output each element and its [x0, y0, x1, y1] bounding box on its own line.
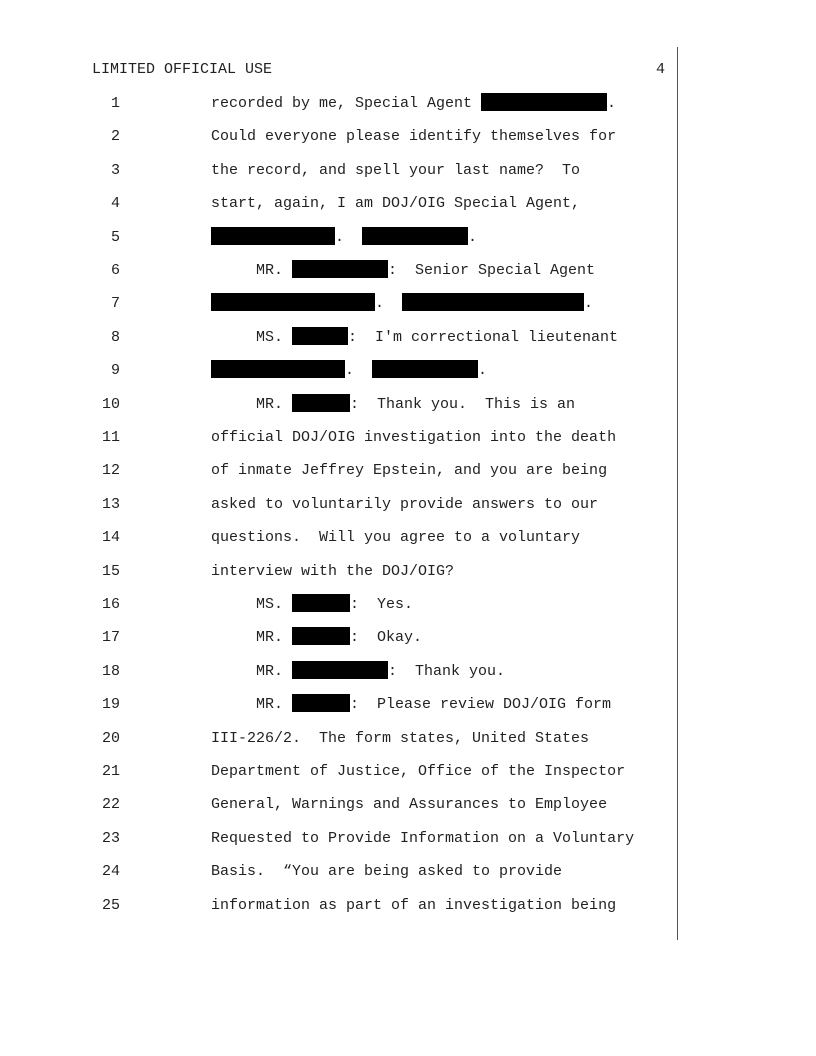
text-segment: . — [468, 229, 478, 246]
line-text — [211, 228, 477, 248]
line-text — [211, 461, 607, 481]
line-text — [211, 495, 598, 515]
line-text — [211, 595, 413, 615]
line-number: 21 — [101, 763, 120, 780]
text-segment: Basis. “You are being asked to provide — [211, 863, 563, 880]
text-segment: . — [607, 95, 617, 112]
redaction-bar — [481, 93, 607, 111]
text-segment: MR. — [211, 663, 293, 680]
redaction-bar — [292, 327, 348, 345]
text-segment: MS. — [211, 329, 293, 346]
redaction-bar — [292, 394, 350, 412]
redaction-bar — [211, 293, 375, 311]
text-segment: MS. — [211, 596, 293, 613]
text-segment: III-226/2. The form states, United States — [211, 730, 590, 747]
text-segment: : Senior Special Agent — [388, 262, 596, 279]
text-segment: the record, and spell your last name? To — [211, 162, 581, 179]
line-text — [211, 261, 595, 281]
line-text — [211, 729, 589, 749]
line-text — [211, 361, 487, 381]
redaction-bar — [292, 661, 388, 679]
line-number: 20 — [101, 730, 120, 747]
line-number: 2 — [110, 128, 120, 145]
line-text — [211, 695, 611, 715]
redaction-bar — [211, 360, 345, 378]
line-number: 22 — [101, 796, 120, 813]
line-number: 18 — [101, 663, 120, 680]
line-number: 23 — [101, 830, 120, 847]
redaction-bar — [362, 227, 468, 245]
text-segment: information as part of an investigation being — [211, 897, 617, 914]
text-segment: . — [335, 229, 363, 246]
text-segment: start, again, I am DOJ/OIG Special Agent, — [211, 195, 581, 212]
line-number: 5 — [110, 229, 120, 246]
line-text — [211, 628, 422, 648]
text-segment: asked to voluntarily provide answers to our — [211, 496, 599, 513]
text-segment: Requested to Provide Information on a Voluntary — [211, 830, 635, 847]
line-number: 9 — [110, 362, 120, 379]
line-text — [211, 328, 618, 348]
line-text — [211, 294, 593, 314]
text-segment: MR. — [211, 396, 293, 413]
text-segment: Department of Justice, Office of the Inspector — [211, 763, 626, 780]
text-segment: MR. — [211, 696, 293, 713]
line-number: 16 — [101, 596, 120, 613]
redaction-bar — [292, 594, 350, 612]
line-text — [211, 161, 580, 181]
line-number: 6 — [110, 262, 120, 279]
text-segment: interview with the DOJ/OIG? — [211, 563, 455, 580]
line-number: 15 — [101, 563, 120, 580]
text-segment: : Please review DOJ/OIG form — [350, 696, 612, 713]
line-text — [211, 896, 616, 916]
line-number: 8 — [110, 329, 120, 346]
line-text — [211, 127, 616, 147]
text-segment: : I'm correctional lieutenant — [348, 329, 619, 346]
line-text — [211, 395, 575, 415]
text-segment: of inmate Jeffrey Epstein, and you are being — [211, 462, 608, 479]
line-text — [211, 194, 580, 214]
text-segment: : Thank you. This is an — [350, 396, 576, 413]
text-segment: . — [478, 362, 488, 379]
text-segment: Could everyone please identify themselves for — [211, 128, 617, 145]
line-number: 11 — [101, 429, 120, 446]
redaction-bar — [292, 694, 350, 712]
line-number: 17 — [101, 629, 120, 646]
text-segment: questions. Will you agree to a voluntary — [211, 529, 581, 546]
right-margin-rule — [677, 47, 678, 940]
line-text — [211, 94, 616, 114]
line-number: 19 — [101, 696, 120, 713]
line-text — [211, 862, 562, 882]
line-number: 14 — [101, 529, 120, 546]
line-text — [211, 662, 505, 682]
text-segment: : Yes. — [350, 596, 414, 613]
classification-header: LIMITED OFFICIAL USE — [92, 61, 273, 78]
line-text — [211, 762, 625, 782]
text-segment: . — [584, 295, 594, 312]
text-segment: : Thank you. — [388, 663, 506, 680]
line-number: 13 — [101, 496, 120, 513]
redaction-bar — [211, 227, 335, 245]
redaction-bar — [292, 627, 350, 645]
text-segment: General, Warnings and Assurances to Employee — [211, 796, 608, 813]
line-number: 4 — [110, 195, 120, 212]
line-number: 1 — [110, 95, 120, 112]
redaction-bar — [402, 293, 584, 311]
line-number: 12 — [101, 462, 120, 479]
line-text — [211, 795, 607, 815]
text-segment: MR. — [211, 629, 293, 646]
text-segment: . — [345, 362, 373, 379]
line-text — [211, 562, 454, 582]
text-segment: : Okay. — [350, 629, 423, 646]
line-number: 3 — [110, 162, 120, 179]
line-number: 25 — [101, 897, 120, 914]
line-number: 7 — [110, 295, 120, 312]
line-number: 24 — [101, 863, 120, 880]
redaction-bar — [372, 360, 478, 378]
redaction-bar — [292, 260, 388, 278]
line-text — [211, 829, 634, 849]
text-segment: MR. — [211, 262, 293, 279]
text-segment: . — [375, 295, 403, 312]
page-number: 4 — [656, 61, 666, 78]
text-segment: recorded by me, Special Agent — [211, 95, 482, 112]
line-text — [211, 528, 580, 548]
line-text — [211, 428, 616, 448]
text-segment: official DOJ/OIG investigation into the death — [211, 429, 617, 446]
line-number: 10 — [101, 396, 120, 413]
